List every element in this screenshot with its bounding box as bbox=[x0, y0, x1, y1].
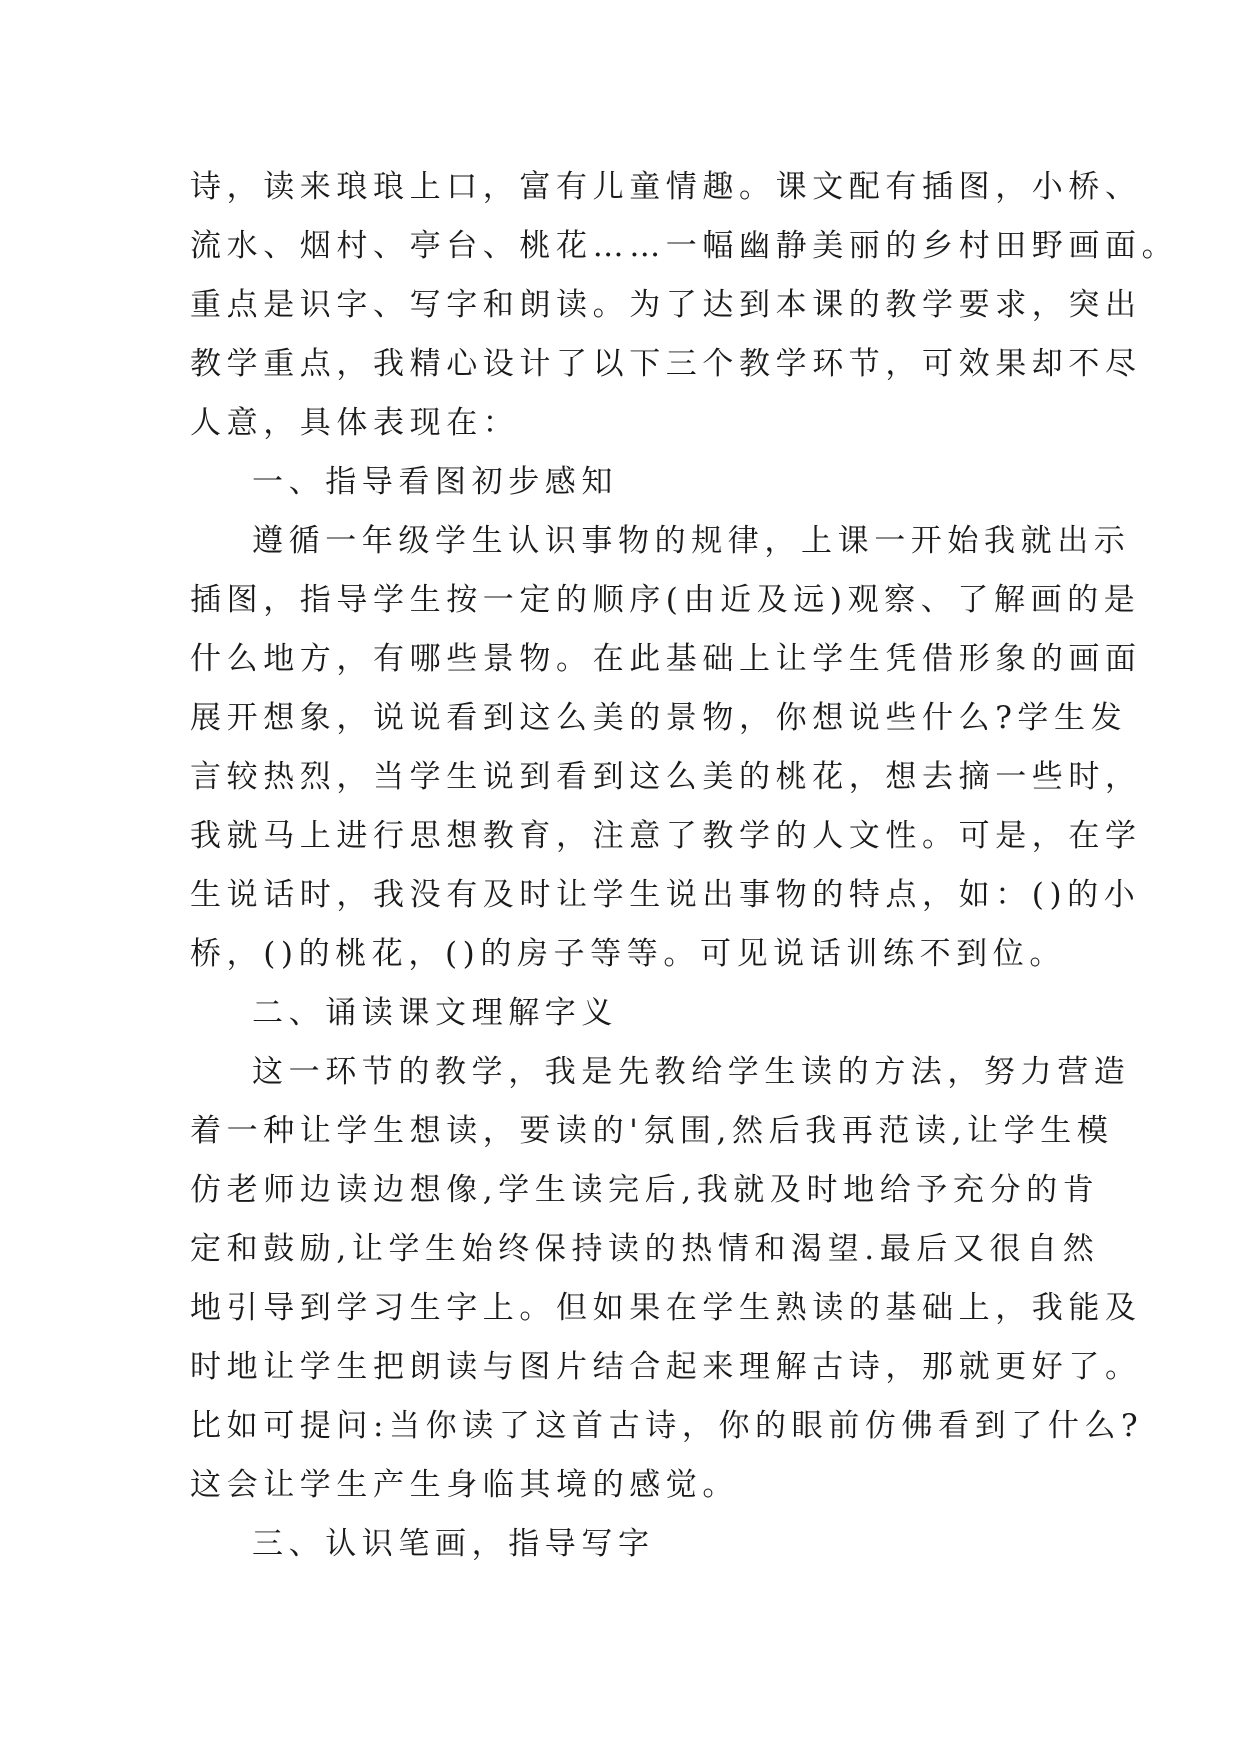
body-text-line: 仿老师边读边想像,学生读完后,我就及时地给予充分的肯 bbox=[190, 1172, 1100, 1208]
section-heading-3: 三、认识笔画，指导写字 bbox=[252, 1526, 655, 1562]
section-heading-1: 一、指导看图初步感知 bbox=[252, 464, 618, 500]
body-text-line: 什么地方，有哪些景物。在此基础上让学生凭借形象的画面 bbox=[190, 641, 1142, 677]
body-text-line: 这一环节的教学，我是先教给学生读的方法，努力营造 bbox=[252, 1054, 1131, 1090]
body-text-line: 遵循一年级学生认识事物的规律，上课一开始我就出示 bbox=[252, 523, 1131, 559]
body-text-line: 教学重点，我精心设计了以下三个教学环节，可效果却不尽 bbox=[190, 346, 1142, 382]
body-text-line: 重点是识字、写字和朗读。为了达到本课的教学要求，突出 bbox=[190, 287, 1142, 323]
body-text-line: 流水、烟村、亭台、桃花……一幅幽静美丽的乡村田野画面。 bbox=[190, 228, 1179, 264]
body-text-line: 生说话时，我没有及时让学生说出事物的特点，如：()的小 bbox=[190, 877, 1141, 913]
body-text-line: 着一种让学生想读，要读的'氛围,然后我再范读,让学生模 bbox=[190, 1113, 1114, 1149]
document-page bbox=[190, 158, 1179, 1574]
body-text-line: 插图，指导学生按一定的顺序(由近及远)观察、了解画的是 bbox=[190, 582, 1141, 618]
body-text-line: 我就马上进行思想教育，注意了教学的人文性。可是，在学 bbox=[190, 818, 1142, 854]
body-text-line: 诗，读来琅琅上口，富有儿童情趣。课文配有插图，小桥、 bbox=[190, 169, 1142, 205]
body-text-line: 人意，具体表现在： bbox=[190, 405, 520, 441]
body-text-line: 地引导到学习生字上。但如果在学生熟读的基础上，我能及 bbox=[190, 1290, 1142, 1326]
body-text-line: 言较热烈，当学生说到看到这么美的桃花，想去摘一些时， bbox=[190, 759, 1142, 795]
body-text-line: 时地让学生把朗读与图片结合起来理解古诗，那就更好了。 bbox=[190, 1349, 1142, 1385]
body-text-line: 展开想象，说说看到这么美的景物，你想说些什么?学生发 bbox=[190, 700, 1128, 736]
section-heading-2: 二、诵读课文理解字义 bbox=[252, 995, 618, 1031]
body-text-line: 桥，()的桃花，()的房子等等。可见说话训练不到位。 bbox=[190, 936, 1066, 972]
body-text-line: 这会让学生产生身临其境的感觉。 bbox=[190, 1467, 739, 1503]
body-text-line: 定和鼓励,让学生始终保持读的热情和渴望.最后又很自然 bbox=[190, 1231, 1100, 1267]
body-text-line: 比如可提问:当你读了这首古诗，你的眼前仿佛看到了什么? bbox=[190, 1408, 1144, 1444]
